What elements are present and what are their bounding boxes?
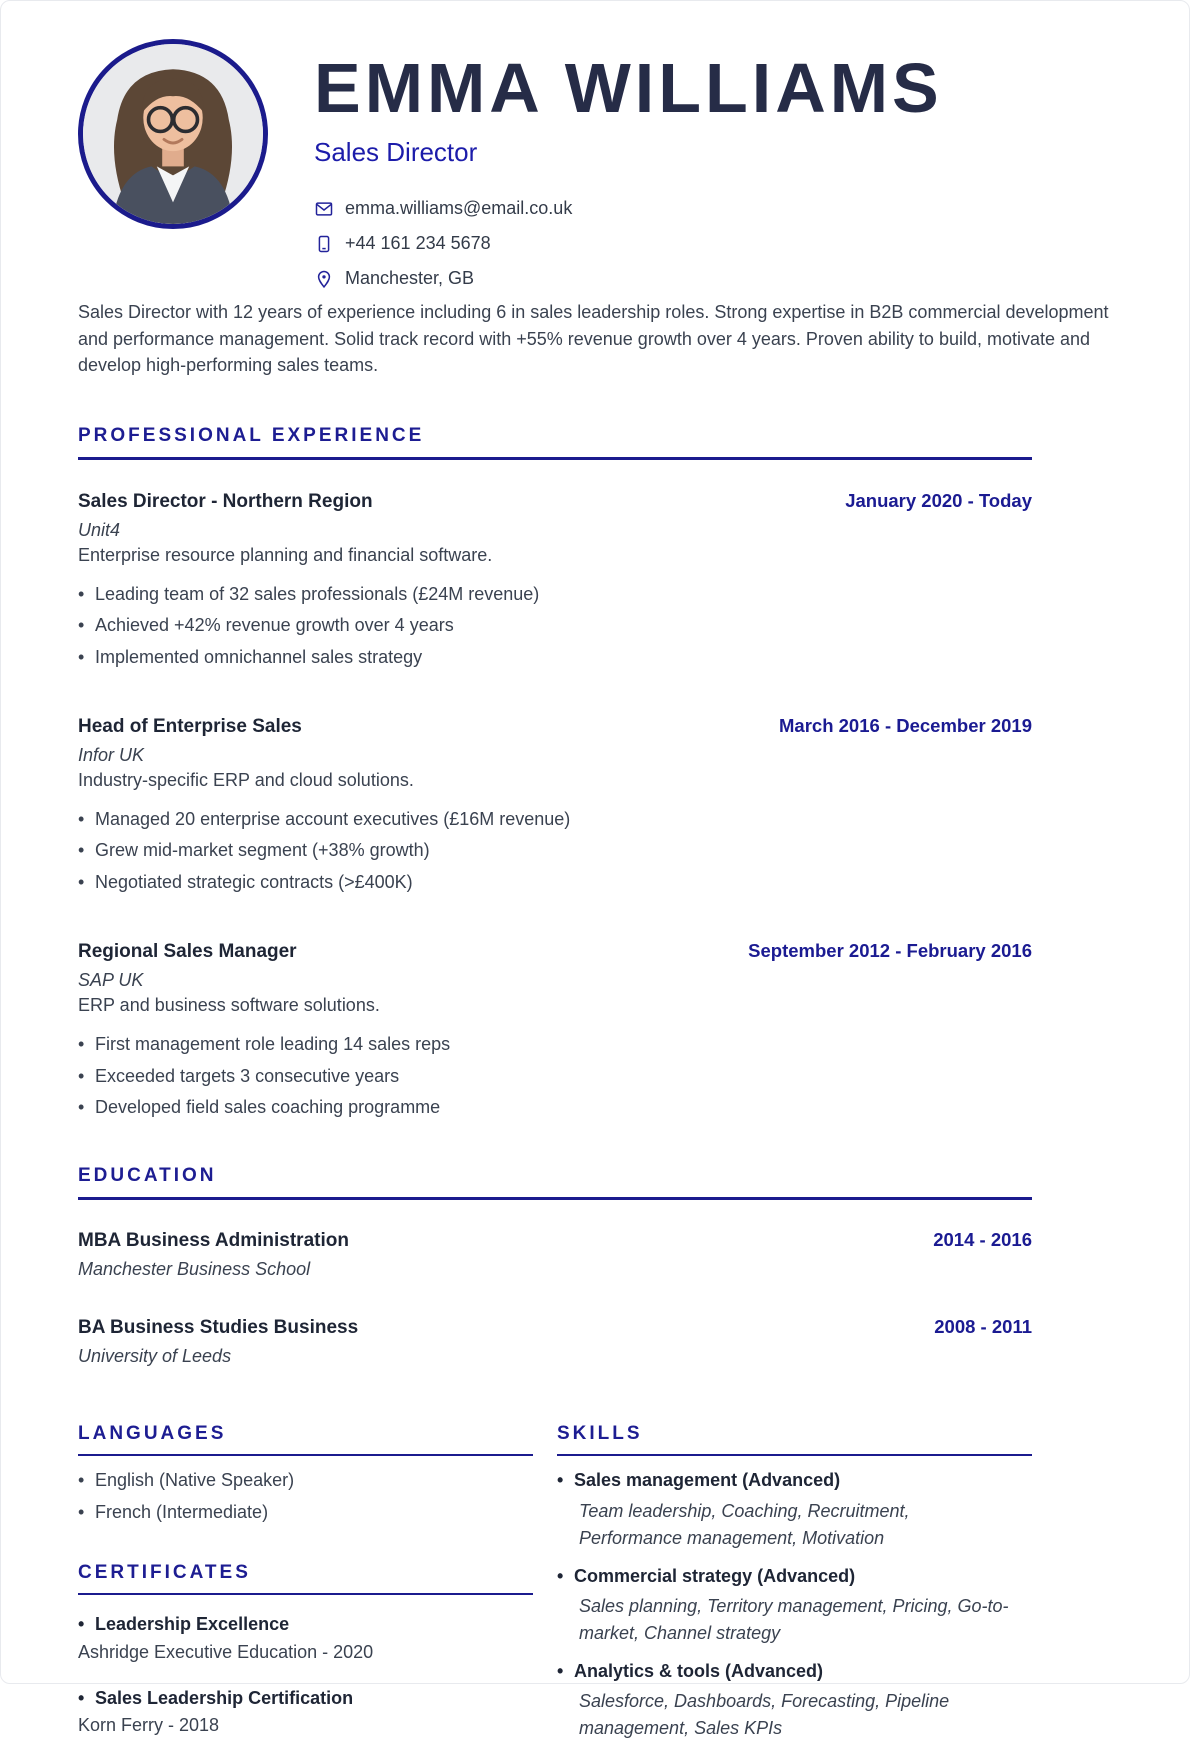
- resume-header: [78, 39, 1112, 289]
- job-title-row: [78, 490, 1032, 513]
- job-company: SAP UK: [78, 970, 144, 991]
- experience-heading: PROFESSIONAL EXPERIENCE: [78, 425, 1032, 460]
- email-text: emma.williams@email.co.uk: [345, 198, 573, 218]
- bottom-columns: [78, 1423, 1032, 1742]
- language-item: • English (Native Speaker): [78, 1469, 533, 1492]
- candidate-name: EMMA WILLIAMS: [314, 49, 943, 127]
- education-degree: MBA Business Administration: [78, 1230, 349, 1252]
- contact-phone: [314, 233, 943, 254]
- language-list: [78, 1469, 533, 1524]
- skill-name: • Sales management (Advanced): [557, 1468, 1032, 1492]
- education-school: Manchester Business School: [78, 1259, 311, 1280]
- job-bullet: • First management role leading 14 sales reps: [78, 1033, 1032, 1056]
- education-degree: BA Business Studies Business: [78, 1317, 359, 1339]
- job-dates: March 2016 - December 2019: [779, 715, 1032, 737]
- job-dates: January 2020 - Today: [845, 489, 1032, 511]
- job-title: Sales Director - Northern Region: [78, 490, 373, 512]
- contact-list: [314, 198, 943, 289]
- job-bullet: • Managed 20 enterprise account executives (£16M revenue): [78, 808, 1032, 831]
- skill-entry: [557, 1468, 1032, 1551]
- left-column: [78, 1423, 533, 1742]
- job-title-row: [78, 715, 1032, 738]
- language-item: • French (Intermediate): [78, 1501, 533, 1524]
- certificate-name: • Sales Leadership Certification: [78, 1687, 533, 1710]
- job-bullet: • Developed field sales coaching programme: [78, 1096, 1032, 1119]
- job-bullet: • Leading team of 32 sales professionals (£24M revenue): [78, 583, 1032, 606]
- resume-body: [78, 425, 1032, 1742]
- education-school: University of Leeds: [78, 1346, 232, 1367]
- candidate-title: Sales Director: [314, 137, 478, 167]
- contact-email: [314, 198, 943, 219]
- skill-details: Team leadership, Coaching, Recruitment, Performance management, Motivation: [579, 1500, 910, 1548]
- job-entry: [78, 490, 1032, 669]
- skill-details: Salesforce, Dashboards, Forecasting, Pipeline management, Sales KPIs: [579, 1691, 950, 1739]
- job-description: Industry-specific ERP and cloud solutions.: [78, 770, 414, 791]
- education-heading: EDUCATION: [78, 1165, 1032, 1200]
- skill-name: • Commercial strategy (Advanced): [557, 1564, 1032, 1588]
- job-description: ERP and business software solutions.: [78, 995, 380, 1016]
- skills-heading: SKILLS: [557, 1423, 1032, 1456]
- education-title-row: [78, 1229, 1032, 1252]
- skill-details: Sales planning, Territory management, Pricing, Go-to-market, Channel strategy: [579, 1595, 1009, 1643]
- education-entry: [78, 1229, 1032, 1280]
- certificate-entry: [78, 1687, 533, 1736]
- skill-name: • Analytics & tools (Advanced): [557, 1659, 1032, 1683]
- certificate-name: • Leadership Excellence: [78, 1613, 533, 1636]
- job-dates: September 2012 - February 2016: [748, 940, 1032, 962]
- job-description: Enterprise resource planning and financial software.: [78, 544, 493, 565]
- contact-location: [314, 268, 943, 289]
- map-pin-icon: [314, 269, 334, 289]
- job-bullet: • Achieved +42% revenue growth over 4 years: [78, 614, 1032, 637]
- location-text: Manchester, GB: [345, 268, 475, 288]
- job-bullet-list: [78, 808, 1032, 894]
- education-dates: 2014 - 2016: [933, 1229, 1032, 1251]
- job-bullet-list: [78, 1033, 1032, 1119]
- job-bullet-list: [78, 583, 1032, 669]
- job-title-row: [78, 940, 1032, 963]
- skill-entry: [557, 1564, 1032, 1647]
- certificate-entry: [78, 1613, 533, 1662]
- profile-summary: Sales Director with 12 years of experience including 6 in sales leadership roles. Strong expertise in B2B commercial development and performance management. Solid track record with +55% revenue growth over 4 years. Proven ability to build, motivate and develop high-performing sales teams.: [78, 302, 1109, 376]
- job-title: Head of Enterprise Sales: [78, 716, 302, 738]
- languages-heading: LANGUAGES: [78, 1423, 533, 1456]
- job-entry: [78, 940, 1032, 1119]
- certificate-issuer: Ashridge Executive Education - 2020: [78, 1641, 374, 1662]
- profile-photo: [78, 39, 268, 229]
- education-entry: [78, 1316, 1032, 1367]
- job-bullet: • Grew mid-market segment (+38% growth): [78, 839, 1032, 862]
- job-company: Unit4: [78, 519, 121, 540]
- certificates-block: [78, 1562, 533, 1736]
- profile-photo-illustration: [83, 44, 263, 224]
- education-title-row: [78, 1316, 1032, 1339]
- skill-entry: [557, 1659, 1032, 1742]
- header-text: [314, 39, 943, 289]
- job-entry: [78, 715, 1032, 894]
- job-bullet: • Negotiated strategic contracts (>£400K): [78, 871, 1032, 894]
- job-title: Regional Sales Manager: [78, 941, 297, 963]
- job-company: Infor UK: [78, 745, 145, 766]
- certificates-heading: CERTIFICATES: [78, 1562, 533, 1595]
- mobile-phone-icon: [314, 234, 334, 254]
- right-column: [557, 1423, 1032, 1742]
- education-dates: 2008 - 2011: [934, 1316, 1032, 1338]
- job-bullet: • Exceeded targets 3 consecutive years: [78, 1065, 1032, 1088]
- envelope-icon: [314, 199, 334, 219]
- job-bullet: • Implemented omnichannel sales strategy: [78, 646, 1032, 669]
- phone-text: +44 161 234 5678: [345, 233, 491, 253]
- certificate-issuer: Korn Ferry - 2018: [78, 1714, 220, 1735]
